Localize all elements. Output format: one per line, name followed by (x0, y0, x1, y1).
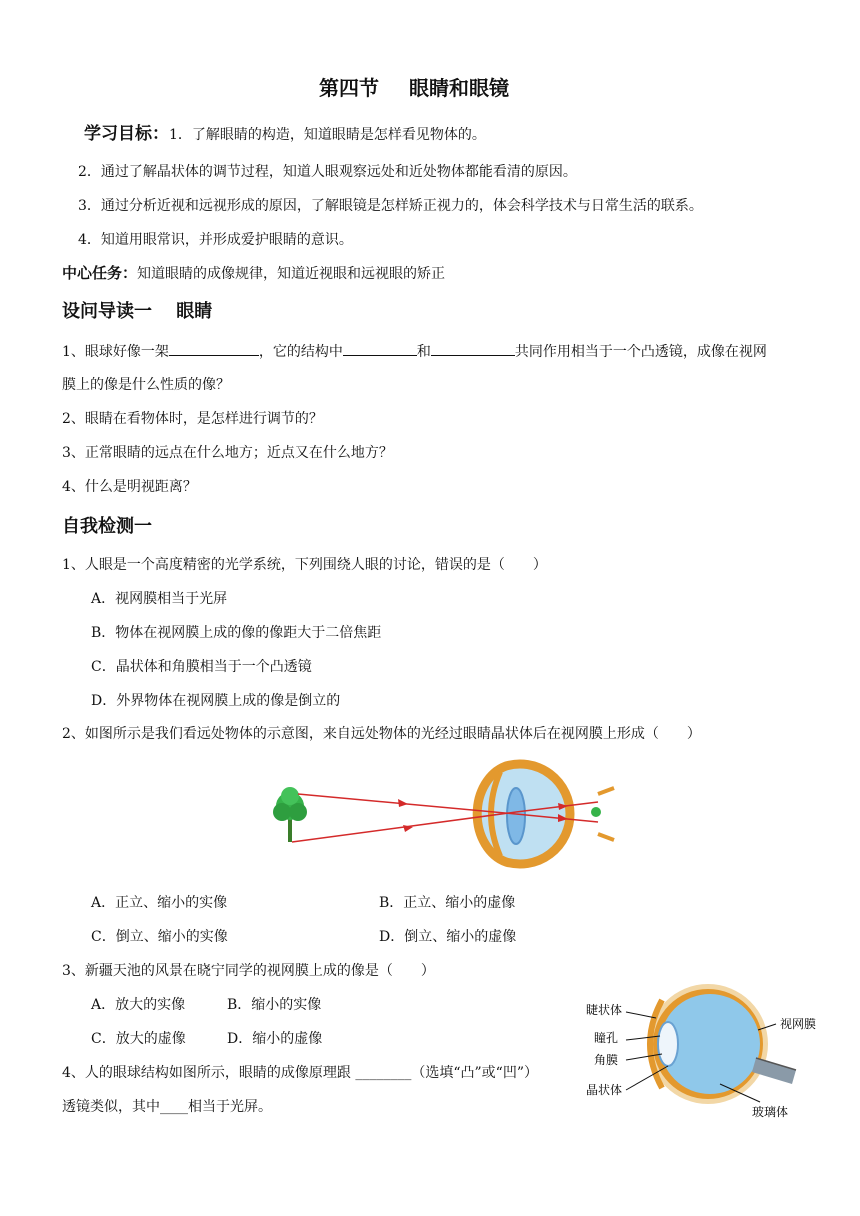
question-1 (62, 341, 767, 361)
far-object-eye-figure (268, 758, 620, 870)
label-ciliary: 睫状体 (586, 1003, 623, 1017)
question-1-cont: 膜上的像是什么性质的像？ (62, 377, 230, 393)
problem-4-line2: 透镜类似，其中____相当于光屏。 (62, 1099, 272, 1115)
objectives-label: 学习目标： (84, 124, 169, 144)
tree-icon (273, 787, 307, 842)
eye-structure-diagram (580, 974, 830, 1124)
question-2: 2、眼睛在看物体时，是怎样进行调节的？ (62, 411, 323, 427)
answer-blank[interactable] (169, 342, 259, 356)
title-topic: 眼睛和眼镜 (409, 76, 509, 100)
label-retina: 视网膜 (780, 1017, 817, 1031)
question-3: 3、正常眼睛的远点在什么地方；近点又在什么地方？ (62, 445, 393, 461)
question-4: 4、什么是明视距离？ (62, 479, 197, 495)
core-task (62, 262, 445, 283)
objective-item: 1．了解眼睛的构造，知道眼睛是怎样看见物体的。 (169, 127, 486, 143)
core-task-label: 中心任务： (62, 264, 138, 282)
option-c: C．放大的虚像 (91, 1031, 186, 1047)
option-c: C．晶状体和角膜相当于一个凸透镜 (91, 659, 312, 675)
label-cornea: 角膜 (594, 1053, 619, 1067)
option-a: A．正立、缩小的实像 (91, 895, 228, 911)
option-b: B．缩小的实像 (227, 997, 322, 1013)
option-c: C．倒立、缩小的实像 (91, 929, 228, 945)
section-heading: 自我检测一 (62, 516, 152, 537)
label-vitreous: 玻璃体 (752, 1105, 789, 1119)
option-d: D．缩小的虚像 (227, 1031, 323, 1047)
question-text: 共同作用相当于一个凸透镜，成像在视网 (514, 344, 767, 360)
core-task-text: 知道眼睛的成像规律，知道近视眼和远视眼的矫正 (137, 266, 446, 282)
objectives-first-line (84, 119, 486, 144)
answer-blank[interactable] (431, 342, 515, 356)
option-d: D．外界物体在视网膜上成的像是倒立的 (91, 693, 341, 709)
objective-item: 4．知道用眼常识，并形成爱护眼睛的意识。 (78, 232, 353, 248)
label-lens: 晶状体 (586, 1083, 623, 1097)
page-title (319, 72, 509, 101)
objective-item: 2．通过了解晶状体的调节过程，知道人眼观察远处和近处物体都能看清的原因。 (78, 164, 577, 180)
label-pupil: 瞳孔 (594, 1031, 619, 1045)
eyeball-cross-section-icon (648, 984, 796, 1104)
objective-item: 3．通过分析近视和远视形成的原因，了解眼镜是怎样矫正视力的，体会科学技术与日常生活的联系。 (78, 198, 703, 214)
section-heading: 设问导读一 眼睛 (62, 301, 213, 322)
problem-2-stem: 2、如图所示是我们看远处物体的示意图，来自远处物体的光经过眼睛晶状体后在视网膜上形成（ ） (62, 726, 701, 742)
title-section-number: 第四节 (319, 76, 379, 100)
answer-blank[interactable] (343, 342, 417, 356)
problem-4-line1: 4、人的眼球结构如图所示，眼睛的成像原理跟 ________（选填“凸”或“凹”） (62, 1065, 538, 1081)
question-text: 和 (416, 344, 431, 360)
problem-1-stem: 1、人眼是一个高度精密的光学系统，下列围绕人眼的讨论，错误的是（ ） (62, 557, 547, 573)
question-text: 1、眼球好像一架 (62, 344, 169, 360)
option-b: B．正立、缩小的虚像 (379, 895, 516, 911)
option-b: B．物体在视网膜上成的像的像距大于二倍焦距 (91, 625, 382, 641)
option-a: A．放大的实像 (91, 997, 186, 1013)
option-d: D．倒立、缩小的虚像 (379, 929, 517, 945)
option-a: A．视网膜相当于光屏 (91, 591, 228, 607)
question-text: ，它的结构中 (258, 344, 343, 360)
problem-3-stem: 3、新疆天池的风景在晓宁同学的视网膜上成的像是（ ） (62, 963, 435, 979)
